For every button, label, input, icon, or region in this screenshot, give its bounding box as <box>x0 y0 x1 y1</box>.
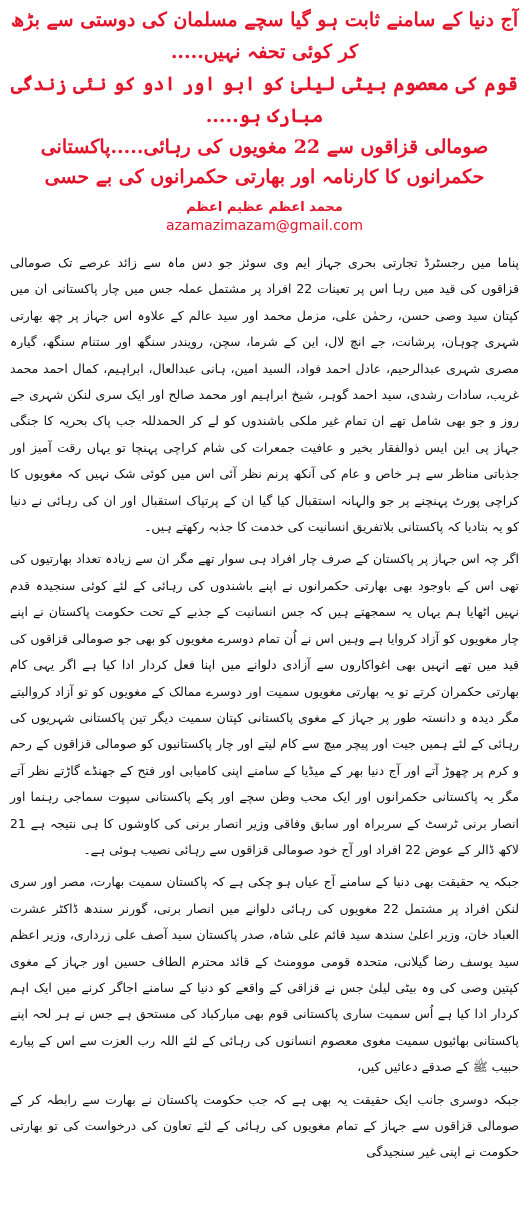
author-name: محمد اعظم عظیم اعظم <box>186 200 343 215</box>
paragraph-3: جبکہ یہ حقیقت بھی دنیا کے سامنے آج عیاں ہو چکی ہے کہ پاکستان سمیت بھارت، مصر اور سری لنکن افراد پر مشتمل 22 مغویوں کی رہائی دلوانے میں انصار برنی، گورنر سندھ ڈاکٹر عشرت العباد خان، وزیر اعلیٰ سندھ سید قائم علی شاہ، صدر پاکستان سید آصف علی زرداری، وزیر اعظم سید یوسف رضا گیلانی، متحدہ قومی موومنٹ کے قائد محترم الطاف حسین اور جہاز کے مغوی کپتین وصی کی وہ بیٹی لیلیٰ جس نے قزاقی کے واقعے کو دنیا کے سامنے اجاگر کرنے میں ایک اہم کردار ادا کیا ہے اُس سمیت ساری پاکستانی قوم بھی مبارکباد کی مستحق ہے جس نے ہر لحہ اپنے پاکستانی بھائیوں سمیت مغوی معصوم انسانوں کی رہائی کے لئے اللہ رب العزت سے اس کے پیارے حبیب ﷺ کے صدقے دعائیں کیں، <box>10 874 519 1075</box>
author-email[interactable]: azamazimazam@gmail.com <box>166 218 363 234</box>
byline <box>10 200 519 246</box>
headline-primary: آج دنیا کے سامنے ثابت ہو گیا سچے مسلمان کی دوستی سے بڑھ کر کوئی تحفہ نہیں..... <box>10 9 519 63</box>
article-body <box>10 250 519 1166</box>
paragraph-1: پناما میں رجسٹرڈ تجارتی بحری جہاز ایم وی سوئز جو دس ماہ سے زائد عرصے تک صومالی قزاقوں کی قید میں رہا اس پر تعینات 22 افراد پر مشتمل عملہ جس میں چار پاکستانی ان میں کپتان سید وصی حسن، رحمٰن علی، مزمل محمد اور سید عالم کے علاوہ اس جہاز پر چھ بھارتی شہری چوہان، پرشانت، جے انچ لال، این کے شرما، سچن، رویندر سنگھ اور ستنام سنگھ، گیارہ مصری شہری عبدالرحیم، عادل احمد فواد، السید امین، ہانی عبدالعال، ابراہیم، کمال احمد محمد غریب، سادات رشدی، سید احمد گوہر، شیخ ابراہیم اور محمد صالح اور ایک سری لنکن شہری جے روز و جو بھی شامل تھے ان تمام غیر ملکی باشندوں کو لے کر الحمدللہ جب پاک بحریہ کا جنگی جہاز پی این ایس ذوالفقار بخیر و عافیت جمعرات کی شام کراچی پہنچا تو یہاں رقت آمیز اور جذباتی مناظر سے ہر خاص و عام کی آنکھ پرنم نظر آئی اس میں کوئی شک نہیں کہ مغویوں کا کراچی پورٹ پہنچنے پر جو والہانہ استقبال کیا گیا ان کے پرتپاک استقبال اور ان کی رہائی نے دنیا کو یہ بتادیا کہ پاکستانی بلاتفریق انسانیت کی خدمت کا جذبہ رکھتے ہیں۔ <box>10 255 519 535</box>
headline-main: صومالی قزاقوں سے 22 مغویوں کی رہائی.....پاکستانی حکمرانوں کا کارنامہ اور بھارتی حکمرانوں کی بے حسی <box>40 136 489 188</box>
paragraph-2: اگر چہ اس جہاز پر پاکستان کے صرف چار افراد ہی سوار تھے مگر ان سے زیادہ تعداد بھارتیوں کی تھی اس کے باوجود بھی بھارتی حکمرانوں نے اپنے باشندوں کی رہائی کے لئے کوئی سنجیدہ قدم نہیں اٹھایا ہم یہاں یہ سمجھتے ہیں کہ جس انسانیت کے جذبے کے تحت حکومت پاکستان نے اپنے چار مغویوں کو آزاد کروایا ہے وہیں اس نے اُن تمام دوسرے مغویوں کو بھی جو صومالی قزاقوں کی قید میں تھے انہیں بھی اغواکاروں سے آزادی دلوانے میں اپنا فعل کردار ادا کیا ہے اگر یہی کام بھارتی حکمران کرتے تو یہ بھارتی مغویوں سمیت اور دوسرے ممالک کے مغویوں کو تو آزاد کروالیتے مگر دیدہ و دانستہ طور پر جہاز کے مغوی پاکستانی کپتان سمیت دیگر تین پاکستانی شہریوں کی رہائی کے لئے ہمیں جیت اور پیچر میچ سے کام لیتے اور چار پاکستانیوں کو صومالی قزاقوں کے رحم و کرم پر چھوڑ آتے اور آج دنیا بھر کے میڈیا کے سامنے اپنی کامیابی اور فتح کے جھنڈے گاڑتے نظر آتے مگر یہ پاکستانی حکمرانوں اور ایک محب وطن سچے اور پکے پاکستانی سپوت سماجی رہنما اور انصار برنی ٹرسٹ کے سربراہ اور سابق وفاقی وزیر انصار برنی کی کاوشوں کا ہی نتیجہ ہے 21 لاکھ ڈالر کے عوض 22 افراد اور آج خود صومالی قزاقوں سے رہائی نصیب ہوئی ہے۔ <box>10 551 519 857</box>
paragraph-4: جبکہ دوسری جانب ایک حقیقت یہ بھی ہے کہ جب حکومت پاکستان نے بھارت سے رابطہ کر کے صومالی قزاقوں سے جہاز کے تمام مغویوں کی رہائی کے لئے تعاون کی درخواست کی تو بھارتی حکومت نے اپنی غیر سنجیدگی <box>10 1091 519 1160</box>
headline-secondary: قوم کی معصوم بیٹی لیلیٰ کو ابو اور ادو کو نئی زندگی مبارک ہو..... <box>11 73 518 127</box>
